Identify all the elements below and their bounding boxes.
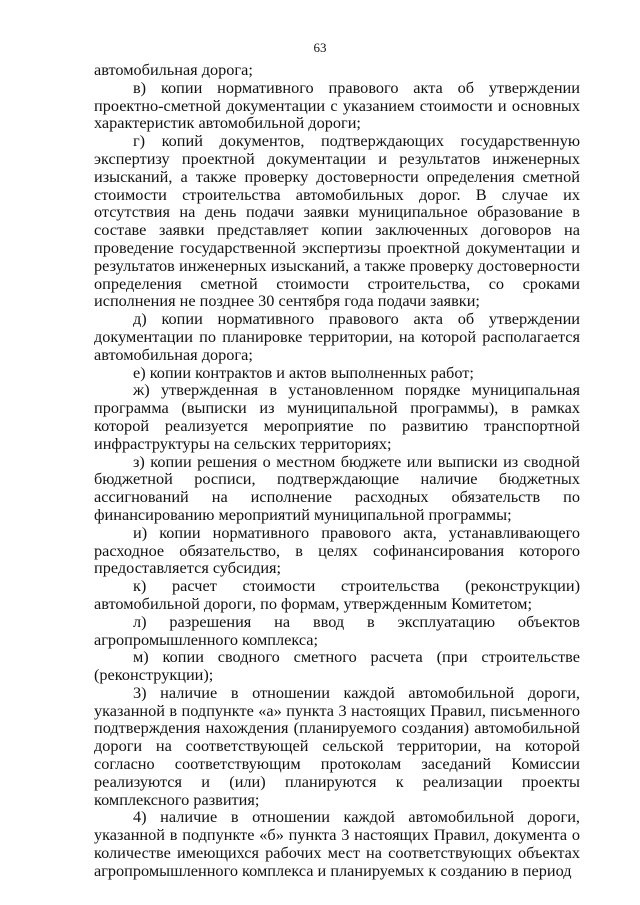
paragraph-continuation: автомобильная дорога; [94,60,253,79]
paragraph-point-4: 4) наличие в отношении каждой автомобильной дороги, указанной в подпункте «б» пункта 3 настоящих Правил, документа о количестве имеющихся рабочих мест на соответствующих объектах агропромышленного комплекса и планируемых к созданию в период [94,807,580,880]
paragraph-item-e: е) копии контрактов и актов выполненных работ; [133,362,474,382]
paragraph-item-l: л) разрешения на ввод в эксплуатацию объектов агропромышленного комплекса; [94,611,580,649]
paragraph-item-i: и) копии нормативного правового акта, устанавливающего расходное обязательство, в целях софинансирования которого предоставляется субсидия; [94,522,580,578]
paragraph-item-m: м) копии сводного сметного расчета (при строительстве (реконструкции); [94,647,580,685]
paragraph-item-k: к) расчет стоимости строительства (реконструкции) автомобильной дороги, по формам, утвержденным Комитетом; [94,576,580,613]
paragraph-item-v: в) копии нормативного правового акта об утверждении проектно-сметной документации с указанием стоимости и основных характеристик автомобильной дороги; [94,77,580,133]
paragraph-item-zh: ж) утвержденная в установленном порядке муниципальная программа (выписки из муниципальной программы), в рамках которой реализуется мероприятие по развитию транспортной инфраструктуры на сельских территориях; [94,380,580,453]
paragraph-item-d: д) копии нормативного правового акта об утверждении документации по планировке территории, на которой располагается автомобильная дорога; [94,309,580,364]
paragraph-point-3: 3) наличие в отношении каждой автомобильной дороги, указанной в подпункте «а» пункта 3 настоящих Правил, письменного подтверждения нахождения (планируемого создания) автомобильной дороги на соответствующей сельской территории, на которой согласно соответствующим протоколам заседаний Комиссии реализуются и (или) планируются к реализации проекты комплексного развития; [94,682,580,809]
paragraph-item-g: г) копий документов, подтверждающих государственную экспертизу проектной документации и результатов инженерных изысканий, а также проверку достоверности определения сметной стоимости строительства автомобильных дорог. В случае их отсутствия на день подачи заявки муниципальное образование в составе заявки представляет копии заключенных договоров на проведение государственной экспертизы проектной документации и результатов инженерных изысканий, а также проверку достоверности определения сметной стоимости строительства, со сроками исполнения не позднее 30 сентября года подачи заявки; [94,131,580,311]
paragraph-item-z: з) копии решения о местном бюджете или выписки из сводной бюджетной росписи, подтверждающие наличие бюджетных ассигнований на исполнение расходных обязательств по финансированию мероприятий муниципальной программы; [94,451,580,524]
page-number: 63 [313,40,327,55]
document-body [94,61,580,880]
